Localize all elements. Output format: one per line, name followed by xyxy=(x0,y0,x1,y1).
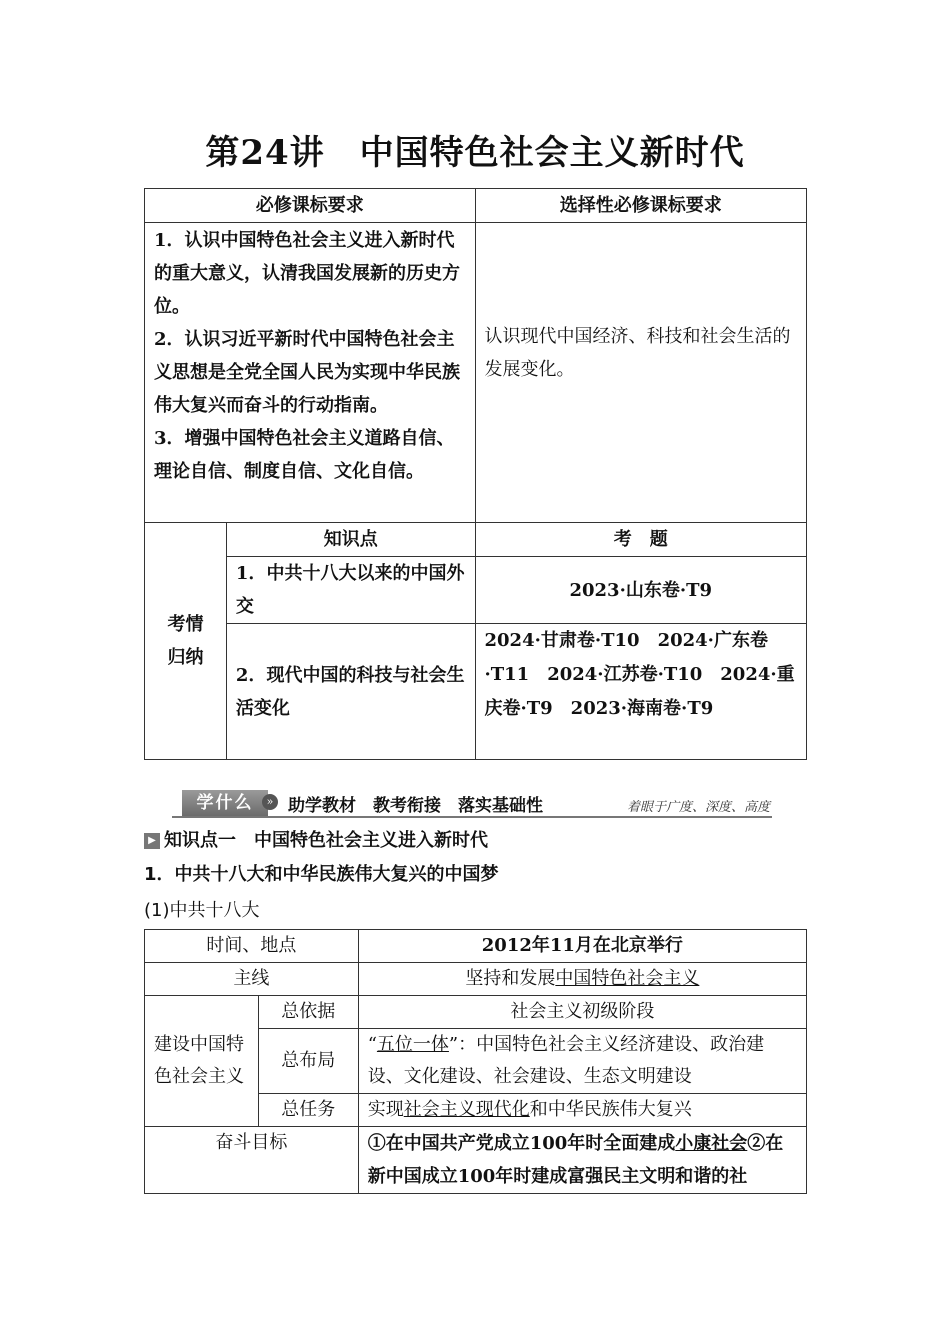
goal-label: 奋斗目标 xyxy=(145,1127,359,1194)
subsection-heading: (1)中共十八大 xyxy=(144,900,260,921)
section-heading: 1．中共十八大和中华民族伟大复兴的中国梦 xyxy=(144,864,499,885)
banner-tag: 学什么 xyxy=(182,790,268,816)
questions-cell: 2024·甘肃卷·T10 2024·广东卷·T11 2024·江苏卷·T10 2024·重庆卷·T9 2023·海南卷·T9 xyxy=(475,624,807,760)
chevron-right-icon: » xyxy=(262,794,278,810)
required-item: 1．认识中国特色社会主义进入新时代的重大意义，认清我国发展新的历史方位。 xyxy=(154,230,460,317)
required-item: 3．增强中国特色社会主义道路自信、理论自信、制度自信、文化自信。 xyxy=(154,428,455,482)
goal-value: ①在中国共产党成立100年时全面建成小康社会②在新中国成立100年时建成富强民主文明和谐的社 xyxy=(358,1127,806,1194)
play-icon: ▶ xyxy=(144,833,160,849)
task-value: 实现社会主义现代化和中华民族伟大复兴 xyxy=(358,1094,806,1127)
time-label: 时间、地点 xyxy=(145,930,359,963)
curriculum-standards-table xyxy=(144,188,807,760)
required-standards-header: 必修课标要求 xyxy=(145,189,476,223)
elective-standards-header: 选择性必修课标要求 xyxy=(475,189,807,223)
knowledge-point-heading xyxy=(144,826,488,852)
congress-table xyxy=(144,929,807,1194)
time-value: 2012年11月在北京举行 xyxy=(358,930,806,963)
knowledge-cell: 1．中共十八大以来的中国外交 xyxy=(226,557,475,624)
layout-value: “五位一体”：中国特色社会主义经济建设、政治建设、文化建设、社会建设、生态文明建设 xyxy=(358,1029,806,1094)
required-item: 2．认识习近平新时代中国特色社会主义思想是全党全国人民为实现中华民族伟大复兴而奋斗的行动指南。 xyxy=(154,329,460,416)
basis-label: 总依据 xyxy=(258,996,358,1029)
banner-divider xyxy=(172,816,772,818)
knowledge-column-header: 知识点 xyxy=(226,523,475,557)
exam-summary-label: 考情归纳 xyxy=(145,523,227,760)
line-value: 坚持和发展中国特色社会主义 xyxy=(358,963,806,996)
build-label: 建设中国特色社会主义 xyxy=(145,996,259,1127)
knowledge-point-title: 知识点一 中国特色社会主义进入新时代 xyxy=(164,830,488,851)
required-standards-cell xyxy=(145,223,476,523)
task-label: 总任务 xyxy=(258,1094,358,1127)
line-label: 主线 xyxy=(145,963,359,996)
knowledge-cell: 2．现代中国的科技与社会生活变化 xyxy=(226,624,475,760)
banner-motto: 着眼于广度、深度、高度 xyxy=(626,800,770,815)
elective-standards-cell: 认识现代中国经济、科技和社会生活的发展变化。 xyxy=(475,223,807,523)
section-banner xyxy=(172,788,772,818)
basis-value: 社会主义初级阶段 xyxy=(358,996,806,1029)
questions-column-header: 考 题 xyxy=(475,523,807,557)
layout-label: 总布局 xyxy=(258,1029,358,1094)
page-title: 第24讲 中国特色社会主义新时代 xyxy=(205,133,745,173)
banner-slogan: 助学教材 教考衔接 落实基础性 xyxy=(288,796,543,816)
questions-cell: 2023·山东卷·T9 xyxy=(475,557,807,624)
